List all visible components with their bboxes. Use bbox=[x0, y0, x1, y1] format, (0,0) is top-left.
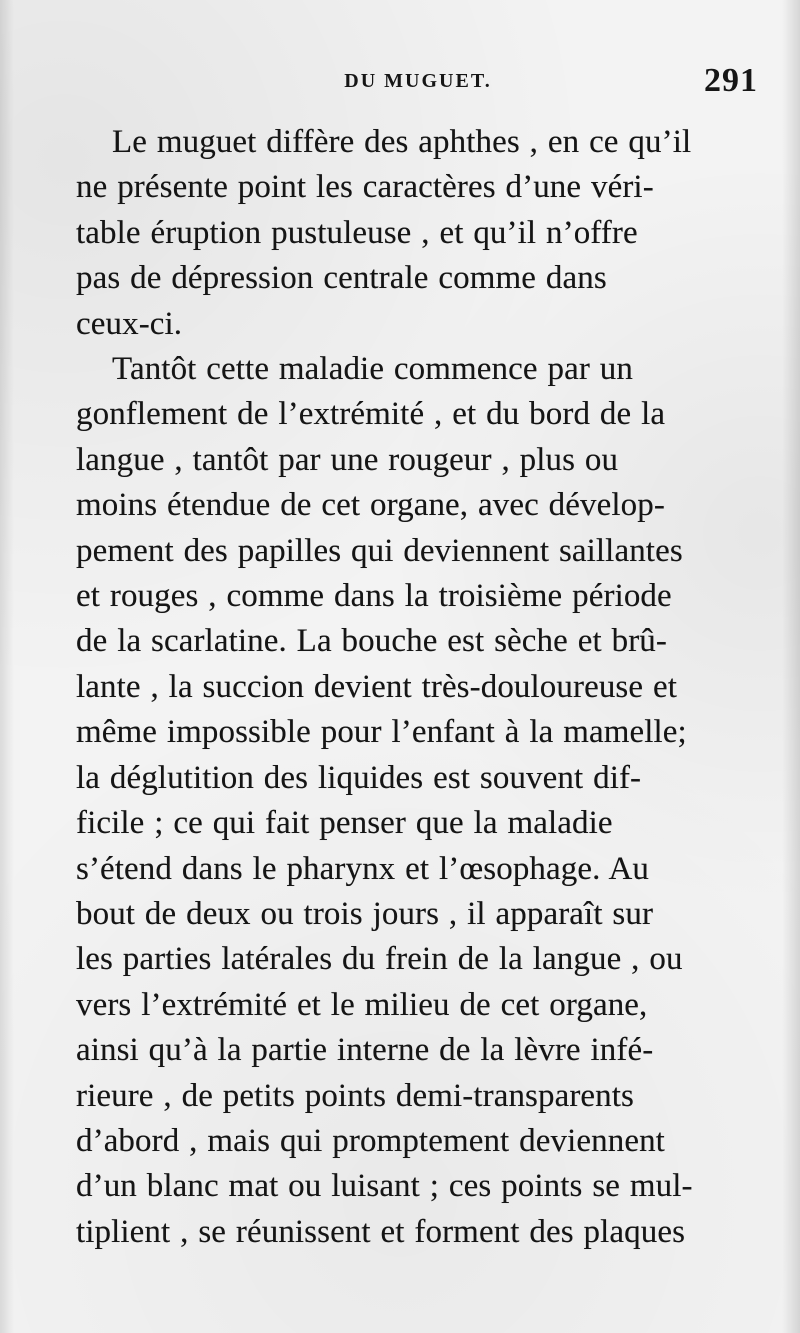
text-line: d’un blanc mat ou luisant ; ces points se mul- bbox=[76, 1168, 693, 1205]
paragraph-2 bbox=[76, 347, 750, 1255]
page-number: 291 bbox=[704, 62, 758, 99]
text-line: table éruption pustuleuse , et qu’il n’offre bbox=[76, 214, 638, 251]
text-line: ne présente point les caractères d’une véri- bbox=[76, 169, 654, 206]
paragraph-1 bbox=[76, 120, 750, 347]
running-title: DU MUGUET. bbox=[344, 70, 492, 92]
text-line: et rouges , comme dans la troisième période bbox=[76, 578, 672, 615]
text-line: ainsi qu’à la partie interne de la lèvre infé- bbox=[76, 1032, 654, 1069]
text-line: lante , la succion devient très-douloureuse et bbox=[76, 668, 677, 705]
text-line: pas de dépression centrale comme dans bbox=[76, 260, 607, 297]
text-line: langue , tantôt par une rougeur , plus ou bbox=[76, 441, 619, 478]
text-line: moins étendue de cet organe, avec dévelop- bbox=[76, 487, 665, 524]
text-line: s’étend dans le pharynx et l’œsophage. Au bbox=[76, 850, 650, 887]
text-line: la déglutition des liquides est souvent dif- bbox=[76, 759, 642, 796]
text-line: gonflement de l’extrémité , et du bord de la bbox=[76, 396, 666, 433]
page-header bbox=[78, 62, 758, 106]
text-line: pement des papilles qui deviennent saillantes bbox=[76, 532, 683, 569]
text-line: de la scarlatine. La bouche est sèche et brû- bbox=[76, 623, 667, 660]
text-line: Tantôt cette maladie commence par un bbox=[112, 351, 633, 388]
text-line: rieure , de petits points demi-transparents bbox=[76, 1077, 634, 1114]
text-line: ficile ; ce qui fait penser que la maladie bbox=[76, 805, 613, 842]
text-line: Le muguet diffère des aphthes , en ce qu’il bbox=[112, 124, 692, 160]
right-page-shadow bbox=[782, 0, 800, 1333]
text-line: les parties latérales du frein de la langue , ou bbox=[76, 941, 683, 978]
text-line: ceux-ci. bbox=[76, 305, 183, 342]
text-line: vers l’extrémité et le milieu de cet organe, bbox=[76, 986, 648, 1023]
text-line: tiplient , se réunissent et forment des plaques bbox=[76, 1213, 686, 1250]
left-page-shadow bbox=[0, 0, 14, 1333]
text-line: même impossible pour l’enfant à la mamelle; bbox=[76, 714, 687, 751]
body-text bbox=[76, 120, 750, 1255]
text-line: bout de deux ou trois jours , il apparaît sur bbox=[76, 895, 654, 932]
text-line: d’abord , mais qui promptement deviennent bbox=[76, 1122, 665, 1159]
